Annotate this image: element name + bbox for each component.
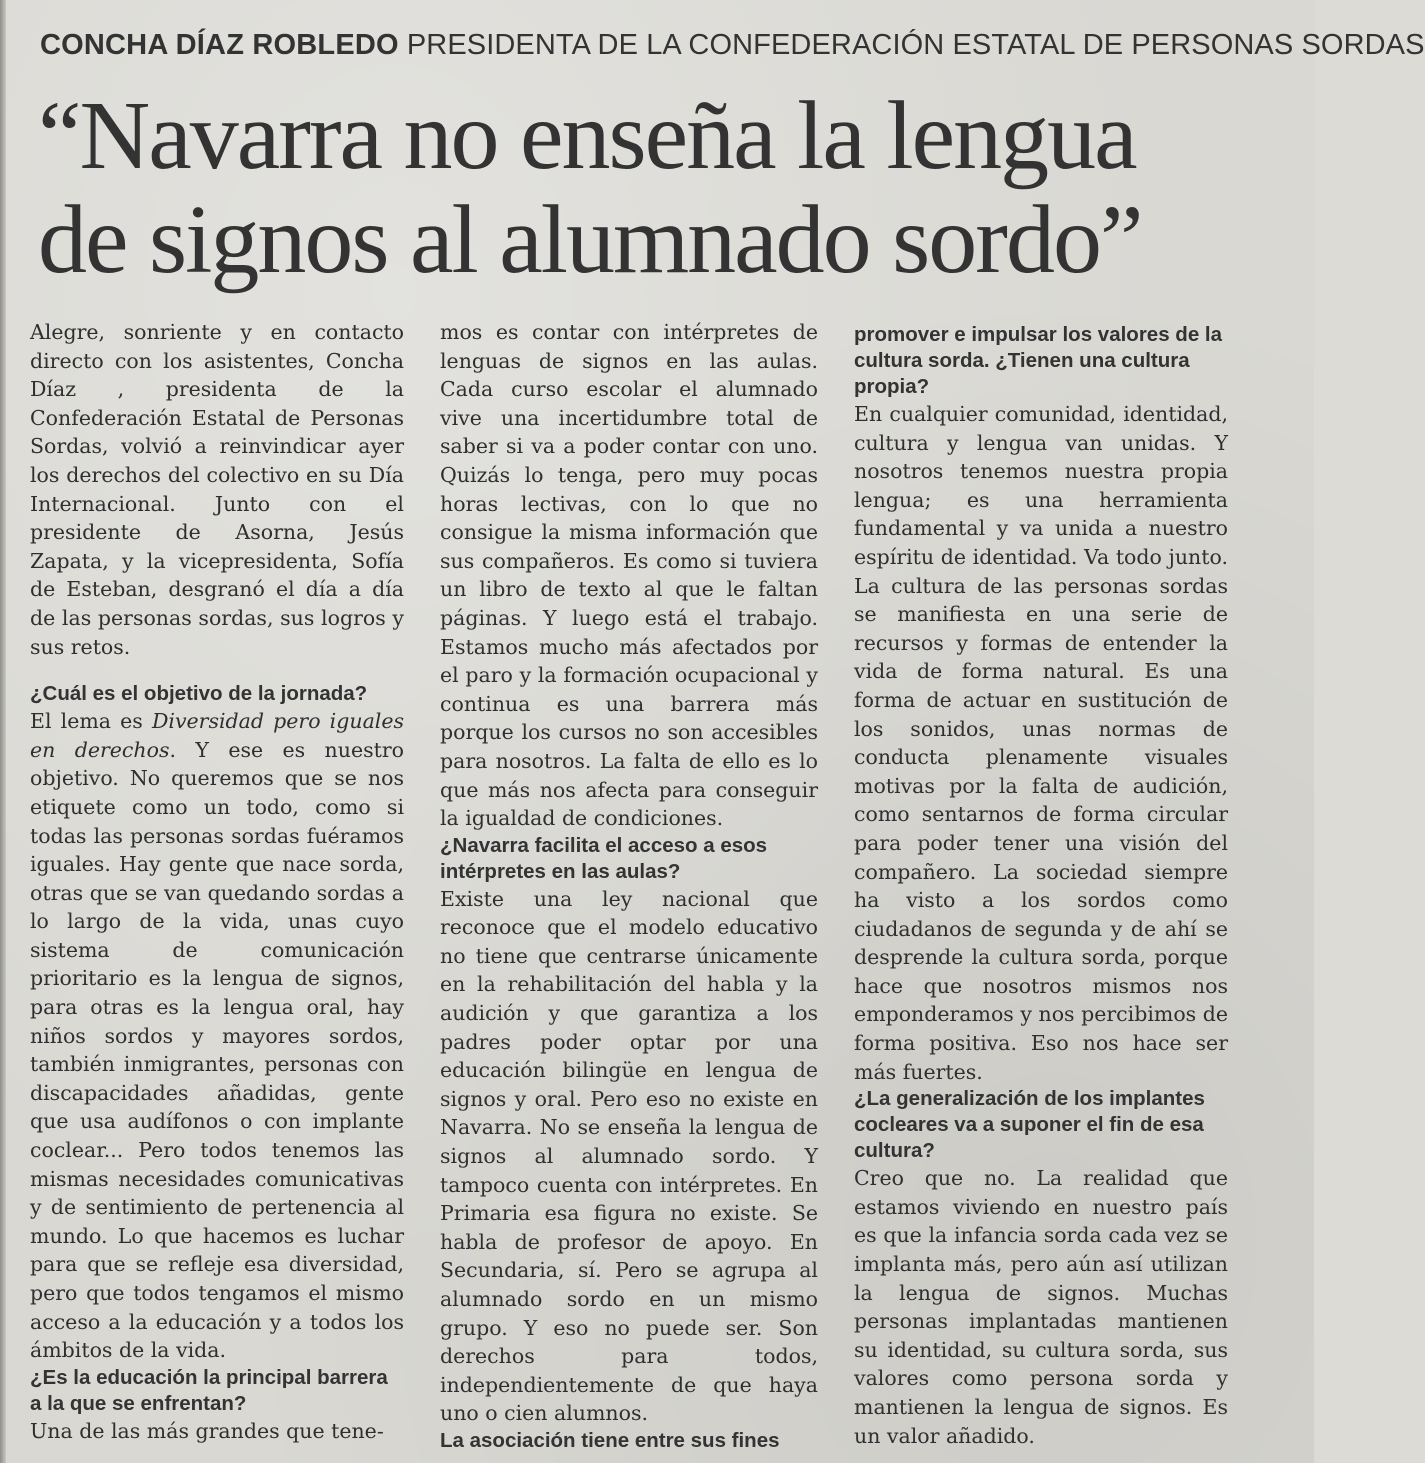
headline-line-1: “Navarra no enseña la lengua xyxy=(38,82,1136,190)
question-2: ¿Es la educación la principal barrera a la que se enfrentan? xyxy=(30,1365,388,1415)
interviewee-role: PRESIDENTA DE LA CONFEDERACIÓN ESTATAL DE PERSONAS SORDAS xyxy=(406,29,1425,61)
page-edge-shadow xyxy=(0,0,6,1463)
question-5: ¿La generalización de los implantes cocleares va a suponer el fin de esa cultura? xyxy=(854,1087,1205,1163)
answer-5: Creo que no. La realidad que estamos viviendo en nuestro país es que la infancia sorda cada vez se implanta más, pero aún así utilizan la lengua de signos. Muchas personas implantadas mantienen su identidad, su cultura sorda, sus valores como persona sorda y mantienen la lengua de signos. Es un valor añadido. xyxy=(854,1166,1228,1448)
kicker xyxy=(40,26,1425,64)
question-4-continued: promover e impulsar los valores de la cultura sorda. ¿Tienen una cultura propia? xyxy=(854,323,1223,398)
question-4-start: La asociación tiene entre sus fines xyxy=(440,1428,780,1452)
answer-2-continued: mos es contar con intérpretes de lenguas de signos en las aulas. Cada curso escolar el alumnado vive una incertidumbre total de saber si va a poder contar con uno. Quizás lo tenga, pero muy pocas horas lectivas, con lo que no consigue la misma información que sus compañeros. Es como si tuviera un libro de texto al que le faltan páginas. Y luego está el trabajo. Estamos mucho más afectados por el paro y la formación ocupacional y continua es una barrera más porque los cursos no son accesibles para nosotros. La falta de ello es lo que más nos afecta para conseguir la igualdad de condiciones. xyxy=(440,320,818,831)
answer-3: Existe una ley nacional que reconoce que el modelo educativo no tiene que centrarse únicamente en la rehabilitación del habla y la audición y que garantiza a los padres poder optar por una educación bilingüe en lengua de signos y oral. Pero eso no existe en Navarra. No se enseña la lengua de signos al alumnado sordo. Y tampoco cuenta con intérpretes. En Primaria esa figura no existe. Se habla de profesor de apoyo. En Secundaria, sí. Pero se agrupa al alumnado sordo en un mismo grupo. Y eso no puede ser. Son derechos para todos, independientemente de que haya uno o cien alumnos. xyxy=(440,886,818,1426)
answer-2-start: Una de las más grandes que tene- xyxy=(30,1418,384,1443)
article-column-2 xyxy=(440,318,818,1454)
question-3: ¿Navarra facilita el acceso a esos intérpretes en las aulas? xyxy=(440,833,768,883)
interviewee-name: CONCHA DÍAZ ROBLEDO xyxy=(40,29,399,61)
answer-4: En cualquier comunidad, identidad, cultura y lengua van unidas. Y nosotros tenemos nuestra propia lengua; es una herramienta fundamental y va unida a nuestro espíritu de identidad. Va todo junto. La cultura de las personas sordas se manifiesta en una serie de recursos y formas de entender la vida de forma natural. Es una forma de actuar en sustitución de los sonidos, unas normas de conducta plenamente visuales motivas por la falta de audición, como sentarnos de forma circular para poder tener una visión del compañero. La sociedad siempre ha visto a los sordos como ciudadanos de segunda y de ahí se desprende la cultura sorda, porque hace que nosotros mismos nos emponderamos y nos percibimos de forma positiva. Eso nos hace ser más fuertes. xyxy=(854,402,1228,1084)
headline xyxy=(38,84,1288,292)
headline-line-2: de signos al alumnado sordo” xyxy=(38,186,1142,294)
question-1: ¿Cuál es el objetivo de la jornada? xyxy=(30,682,368,706)
article-lead: Alegre, sonriente y en contacto directo con los asistentes, Concha Díaz , presidenta de la Confederación Estatal de Personas Sordas, volvió a reinvindicar ayer los derechos del colectivo en su Día Internacional. Junto con el presidente de Asorna, Jesús Zapata, y la vicepresidenta, Sofía de Esteban, desgranó el día a día de las personas sordas, sus logros y sus retos. xyxy=(30,320,404,659)
article-column-1 xyxy=(30,318,404,1445)
answer-1-intro: El lema es xyxy=(30,709,152,734)
answer-1-body: . Y ese es nuestro objetivo. No queremos que se nos etiquete como un todo, como si todas las personas sordas fuéramos iguales. Hay gente que nace sorda, otras que se van quedando sordas a lo largo de la vida, unas cuyo sistema de comunicación prioritario es la lengua de signos, para otras es la lengua oral, hay niños sordos y mayores sordos, también inmigrantes, personas con discapacidades añadidas, gente que usa audífonos o con implante coclear... Pero todos tenemos las mismas necesidades comunicativas y de sentimiento de pertenencia al mundo. Lo que hacemos es luchar para que se refleje esa diversidad, pero que todos tengamos el mismo acceso a la educación y a todos los ámbitos de la vida. xyxy=(30,737,404,1363)
motto-text: Diversidad pero iguales en derechos xyxy=(30,709,404,762)
answer-1 xyxy=(30,707,404,1365)
article-column-3 xyxy=(854,322,1228,1450)
